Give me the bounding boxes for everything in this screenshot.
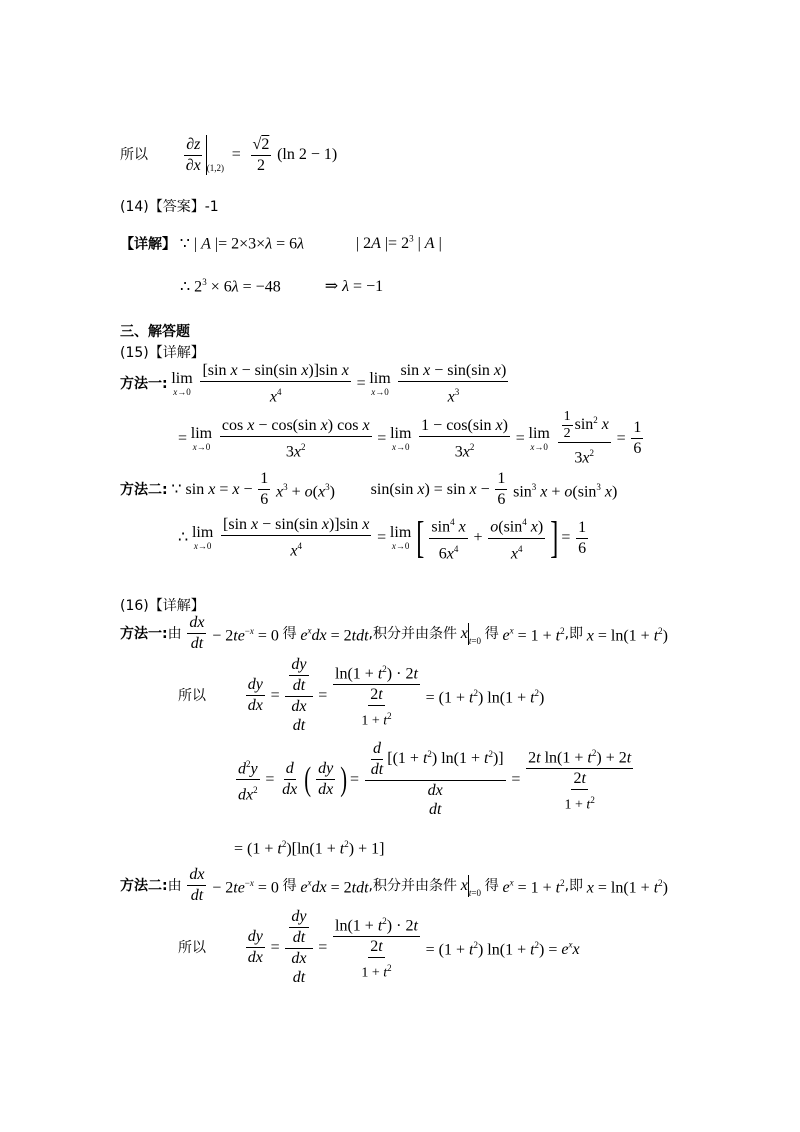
q15-method1-label: 方法一:: [120, 376, 168, 393]
q16-heading: (16)【详解】: [120, 598, 205, 614]
q14-detail-line2: ∴ $2^3 \times 6\lambda = -48$ ⇒ λ = −1: [180, 277, 384, 296]
q16-method2-dydx: 所以 $\frac{dy}{dx}$ = $\frac{dy}{dt}$ dx dt = $\frac{\ln(1 + t^2) \cdot 2t}{\frac{2t}{1 + t^2}}$ = $(1 + t^2)$ $\ln(1 + t^2) = e^xx$: [178, 908, 580, 986]
q16-method1-dydx: 所以 $\frac{dy}{dx}$ = $\frac{dy}{dt}$ dx dt = $\frac{\ln(1 + t^2) \cdot 2t}{\frac{2t}{1 + t^2}}$ = $(1 + t^2)$ $\ln(1 + t^2)$: [178, 656, 545, 734]
q15-method2-label: 方法二:: [120, 481, 168, 498]
q15-method1-line1: 方法一: lim x→0 $\frac{\text{[sin x − sin(sin x)]sin x}}{x^4}$ = lim x→0 $\frac{\text{sin x − sin(sin x)}}{x^3}$: [120, 362, 507, 406]
sqrt2-over-2: $\frac{√2}{2}$: [252, 135, 270, 174]
q15-method2-line2: ∴ lim x→0 $\frac{\text{[sin x − sin(sin x)]sin x}}{x^4}$ = lim x→0 [ $\frac{\sin^4 x}{6x^4}$ + $\frac{o(\sin^4 x)}{x^4}$ ] = $\frac{1}{6}$: [178, 513, 587, 562]
q14-heading: (14)【答案】-1: [120, 199, 219, 215]
q14-detail-label: 【详解】: [120, 236, 176, 253]
partial-derivative-result: 所以 $\frac{\partial z}{\partial x}$ (1,2) = $\frac{√2}{2}$ (ln 2 − 1): [120, 135, 338, 174]
q14-detail-line1: 【详解】 ∵ | A |= 2×3×λ = 6λ | 2A |= $2^3$ | A |: [120, 234, 442, 253]
q16-method1-line1: 方法一:由 $\frac{dx}{dt}$ − $2te^{-x} = 0$ 得 $e^xdx = 2tdt$,积分并由条件 xt=0 得 $e^x = 1 + t^2$,即 $x = \ln(1 + t^2)$: [120, 614, 668, 652]
q16-method2-label: 方法二:: [120, 877, 168, 894]
partial-fraction: $\frac{\partial z}{\partial x}$: [185, 135, 201, 174]
q15-method2-line1: 方法二: ∵ sin x = x − $\frac{1}{6}$ $x^3 + o(x^3)$ sin(sin x) = sin x − $\frac{1}{6}$ $\sin^3 x + o(\sin^3$ x): [120, 470, 618, 508]
q15-method1-line2: = lim x→0 $\frac{\text{cos x − cos(sin x) cos x}}{3x^2}$ = lim x→0 $\frac{\text{1 − cos(sin x)}}{3x^2}$ = lim x→0 $\frac{1}{2}$ $\sin^2 x$ $3x^2$ = $\frac{1}{6}$: [178, 409, 642, 467]
q16-method1-label: 方法一:: [120, 625, 168, 642]
section3-heading: 三、解答题: [120, 324, 190, 340]
so-label: 所以: [120, 147, 148, 163]
q16-second-derivative-result: = $(1 + t^2)[\ln(1 + t^2) + 1]$: [234, 839, 385, 858]
q15-heading: (15)【详解】: [120, 345, 205, 361]
q16-method2-line1: 方法二:由 $\frac{dx}{dt}$ − $2te^{-x} = 0$ 得 $e^xdx = 2tdt$,积分并由条件 xt=0 得 $e^x = 1 + t^2$,即 $x = \ln(1 + t^2)$: [120, 866, 668, 904]
q16-second-derivative: $\frac{d^2y}{dx^2}$ = $\frac{d}{dx}$ ( $\frac{dy}{dx}$ ) = $\frac{d}{dt}$ [$(1 + t^2)$ $\ln(1 + t^2)$] dx dt = $\frac{2t \ln(1 + t^2) + 2t}{\frac{2t}{1 + t^2}}$: [238, 740, 632, 818]
